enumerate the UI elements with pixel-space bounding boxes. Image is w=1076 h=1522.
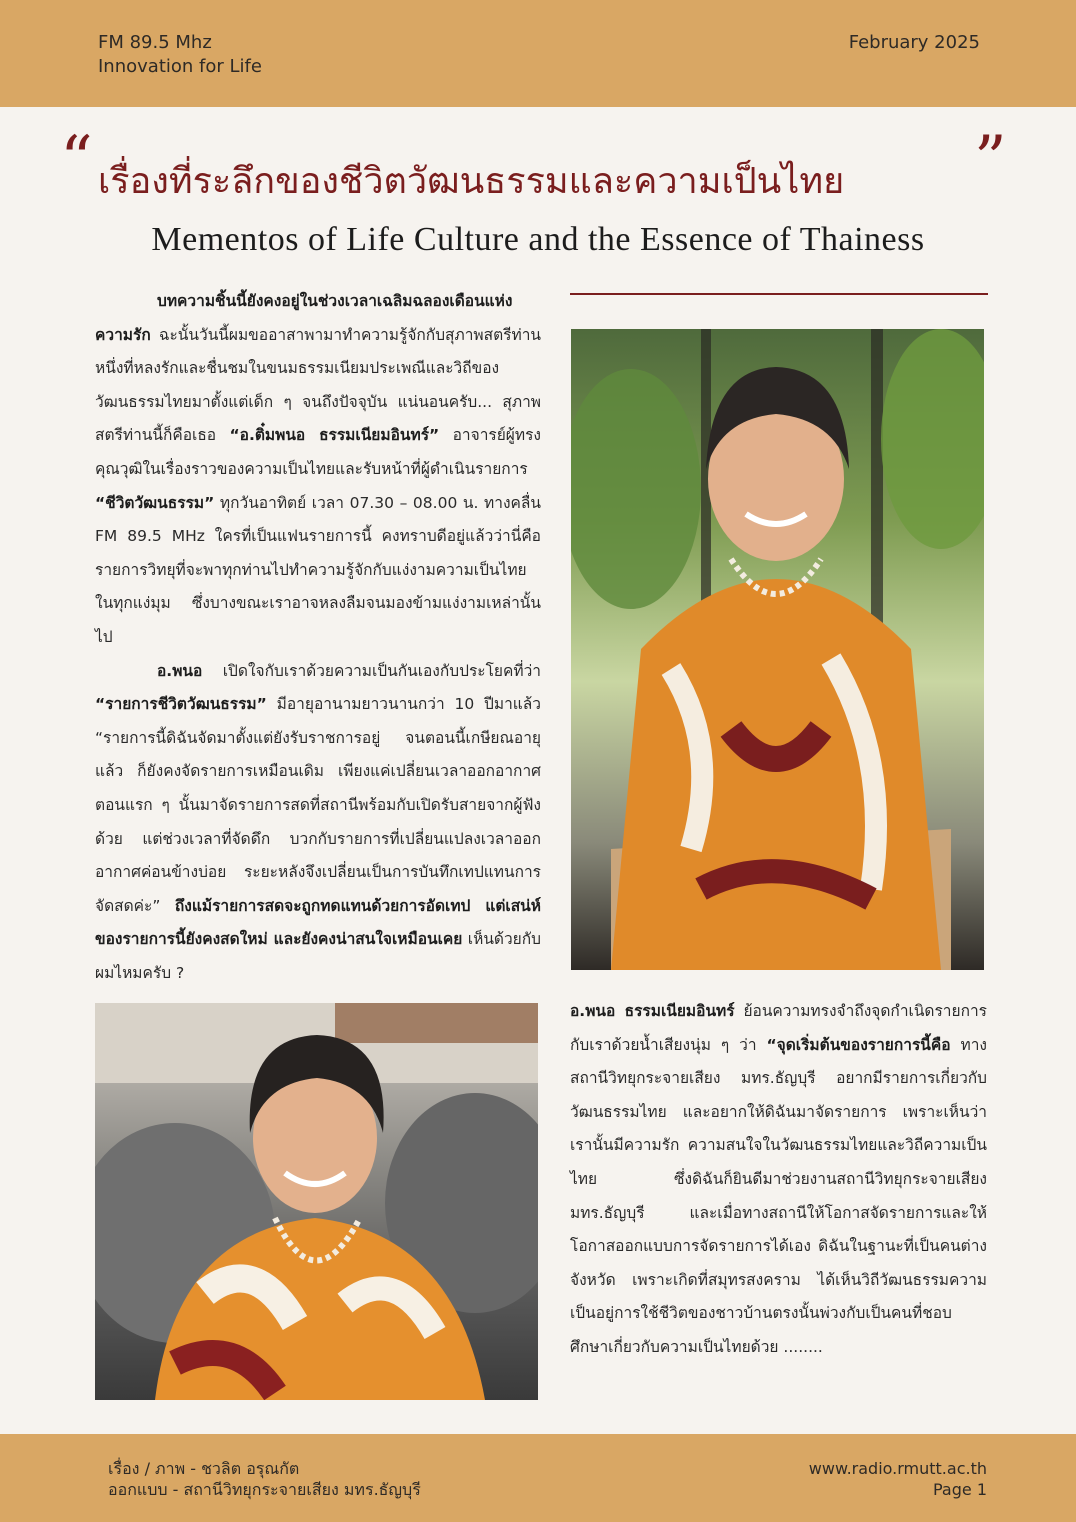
issue-date: February 2025 <box>848 32 980 53</box>
close-quote-mark: ” <box>974 123 1007 197</box>
title-divider <box>570 293 988 295</box>
portrait-photo-seated <box>571 329 984 970</box>
footer-info <box>809 1458 987 1500</box>
station-info <box>98 31 262 79</box>
footer-band <box>0 1434 1076 1522</box>
host-name: “อ.ติ๋มพนอ ธรรมเนียมอินทร์” <box>229 426 440 445</box>
page-number: Page 1 <box>933 1480 987 1499</box>
article-column-right <box>570 995 987 1365</box>
portrait-photo-closeup <box>95 1003 538 1400</box>
credit-design: ออกแบบ - สถานีวิทยุกระจายเสียง มทร.ธัญบุรี <box>108 1480 421 1499</box>
credit-story: เรื่อง / ภาพ - ชวลิต อรุณกัต <box>108 1459 300 1478</box>
show-name: “ชีวิตวัฒนธรรม” <box>95 493 215 512</box>
station-slogan: Innovation for Life <box>98 56 262 77</box>
article-paragraph-1: บทความชิ้นนี้ยังคงอยู่ในช่วงเวลาเฉลิมฉลองเดือนแห่งความรัก ฉะนั้นวันนี้ผมขออาสาพามาทำความรู้จักกับสุภาพสตรีท่านหนึ่งที่หลงรักและชื่นชมในขนมธรรมเนียมประเพณีและวิถีของวัฒนธรรมไทยมาตั้งแต่เด็ก ๆ จนถึงปัจจุบัน แน่นอนครับ... สุภาพสตรีท่านนี้ก็คือเธอ “อ.ติ๋มพนอ ธรรมเนียมอินทร์” อาจารย์ผู้ทรงคุณวุฒิในเรื่องราวของความเป็นไทยและรับหน้าที่ผู้ดำเนินรายการ “ชีวิตวัฒนธรรม” ทุกวันอาทิตย์ เวลา 07.30 – 08.00 น. ทางคลื่น FM 89.5 MHz ใครที่เป็นแฟนรายการนี้ คงทราบดีอยู่แล้วว่านี่คือรายการวิทยุที่จะพาทุกท่านไปทำความรู้จักกับแง่งามความเป็นไทยในทุกแง่มุม ซึ่งบางขณะเราอาจหลงลืมจนมองข้ามแง่งามเหล่านั้นไป <box>95 292 541 646</box>
station-frequency: FM 89.5 Mhz <box>98 32 212 53</box>
credits <box>108 1458 421 1500</box>
page-title-thai: เรื่องที่ระลึกของชีวิตวัฒนธรรมและความเป็นไทย <box>98 161 845 202</box>
page-title-english: Mementos of Life Culture and the Essence of Thainess <box>151 221 925 258</box>
article-paragraph-3: อ.พนอ ธรรมเนียมอินทร์ ย้อนความทรงจำถึงจุดกำเนิดรายการกับเราด้วยน้ำเสียงนุ่ม ๆ ว่า “จุดเริ่มต้นของรายการนี้คือ ทางสถานีวิทยุกระจายเสียง มทร.ธัญบุรี อยากมีรายการเกี่ยวกับวัฒนธรรมไทย และอยากให้ดิฉันมาจัดรายการ เพราะเห็นว่าเรานั้นมีความรัก ความสนใจในวัฒนธรรมไทยและวิถีความเป็นไทย ซึ่งดิฉันก็ยินดีมาช่วยงานสถานีวิทยุกระจายเสียง มทร.ธัญบุรี และเมื่อทางสถานีให้โอกาสจัดรายการและให้โอกาสออกแบบการจัดรายการได้เอง ดิฉันในฐานะที่เป็นคนต่างจังหวัด เพราะเกิดที่สมุทรสงคราม ได้เห็นวิถีวัฒนธรรมความเป็นอยู่การใช้ชีวิตของชาวบ้านตรงนั้นพ่วงกับเป็นคนที่ชอบศึกษาเกี่ยวกับความเป็นไทยด้วย ........ <box>570 1002 988 1356</box>
lead-text: บทความชิ้นนี้ยังคงอยู่ในช่วงเวลาเฉลิมฉลองเดือนแห่งความรัก <box>95 292 513 344</box>
open-quote-mark: “ <box>60 123 93 197</box>
website-link[interactable]: www.radio.rmutt.ac.th <box>808 1459 987 1478</box>
article-column-left <box>95 285 541 990</box>
article-paragraph-2: อ.พนอ เปิดใจกับเราด้วยความเป็นกันเองกับประโยคที่ว่า “รายการชีวิตวัฒนธรรม” มีอายุอานามยาวนานกว่า 10 ปีมาแล้ว “รายการนี้ดิฉันจัดมาตั้งแต่ยังรับราชการอยู่ จนตอนนี้เกษียณอายุแล้ว ก็ยังคงจัดรายการเหมือนเดิม เพียงแค่เปลี่ยนเวลาออกอากาศ ตอนแรก ๆ นั้นมาจัดรายการสดที่สถานีพร้อมกับเปิดรับสายจากผู้ฟังด้วย แต่ช่วงเวลาที่จัดดึก บวกกับรายการที่เปลี่ยนแปลงเวลาออกอากาศค่อนข้างบ่อย ระยะหลังจึงเปลี่ยนเป็นการบันทึกเทปแทนการจัดสดค่ะ” ถึงแม้รายการสดจะถูกทดแทนด้วยการอัดเทป แต่เสน่ห์ของรายการนี้ยังคงสดใหม่ และยังคงน่าสนใจเหมือนเคย เห็นด้วยกับผมไหมครับ ? <box>95 661 542 982</box>
header-band <box>0 0 1076 107</box>
